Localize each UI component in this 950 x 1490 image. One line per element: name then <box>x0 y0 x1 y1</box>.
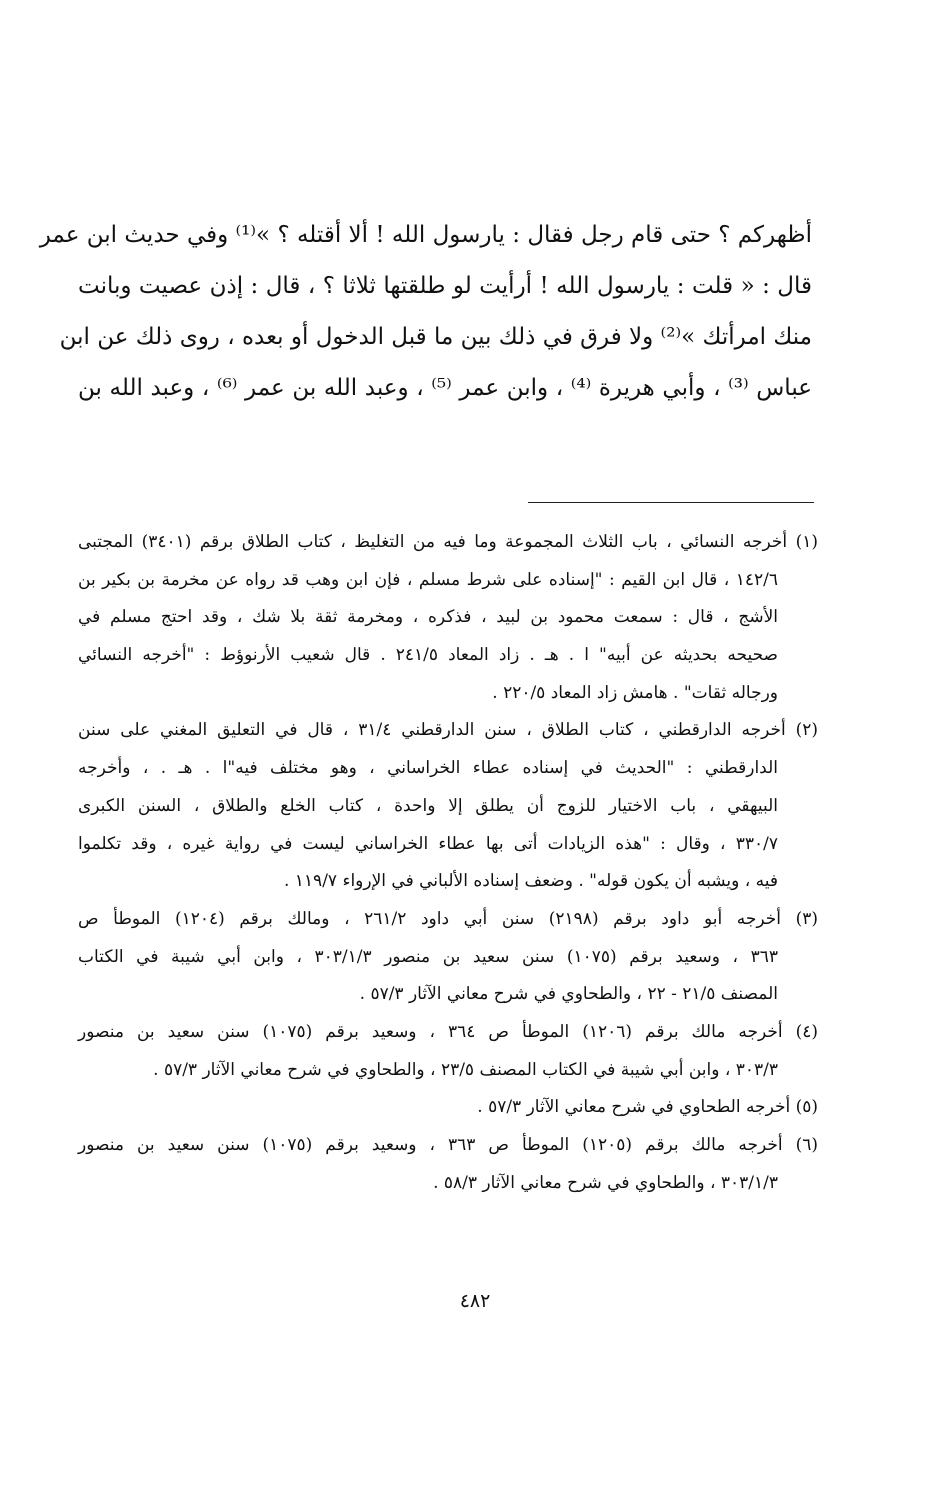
footnote-6 <box>78 1127 818 1202</box>
footnote-line: (٤) أخرجه مالك برقم (١٢٠٦) الموطأ ص ٣٦٤ ، وسعيد برقم (١٠٧٥) سنن سعيد بن منصور <box>78 1021 819 1042</box>
footnote-line: (٦) أخرجه مالك برقم (١٢٠٥) الموطأ ص ٣٦٣ ، وسعيد برقم (١٠٧٥) سنن سعيد بن منصور <box>78 1135 819 1155</box>
footnote-line: ٣٦٣ ، وسعيد برقم (١٠٧٥) سنن سعيد بن منصور ٣٠٣/١/٣ ، وابن أبي شيبة في الكتاب <box>78 946 778 967</box>
footnote-line: ٣٣٠/٧ ، وقال : "هذه الزيادات أتى بها عطاء الخراساني ليست في رواية غيره ، وقد تكلموا <box>78 833 778 854</box>
footnote-line: (١) أخرجه النسائي ، باب الثلاث المجموعة وما فيه من التغليظ ، كتاب الطلاق برقم (٣٤٠١) المجتبى <box>78 532 818 552</box>
main-text-line: أظهركم ؟ حتى قام رجل فقال : يارسول الله ! ألا أقتله ؟ »⁽¹⁾ وفي حديث ابن عمر <box>39 222 812 248</box>
footnote-line: الدارقطني : "الحديث في إسناده عطاء الخراساني ، وهو مختلف فيه"ا . هـ . ، وأخرجه <box>78 758 778 779</box>
footnote-line: ٣٠٣/٣ ، وابن أبي شيبة في الكتاب المصنف ٢٣/٥ ، والطحاوي في شرح معاني الآثار ٥٧/٣ . <box>153 1059 778 1080</box>
footnote-line: ٣٠٣/١/٣ ، والطحاوي في شرح معاني الآثار ٥٨/٣ . <box>433 1172 778 1193</box>
footnote-line: البيهقي ، باب الاختيار للزوج أن يطلق إلا واحدة ، كتاب الخلع والطلاق ، السنن الكبرى <box>78 795 778 816</box>
footnote-line: صحيحه بحديثه عن أبيه" ا . هـ . زاد المعاد ٢٤١/٥ . قال شعيب الأرنوؤط : "أخرجه النسائي <box>78 645 778 666</box>
main-text-line: قال : « قلت : يارسول الله ! أرأيت لو طلقتها ثلاثا ؟ ، قال : إذن عصيت وبانت <box>78 273 812 299</box>
footnote-3 <box>78 901 818 1014</box>
footnotes <box>78 524 818 1202</box>
footnote-5 <box>78 1089 818 1127</box>
main-text <box>39 210 812 414</box>
footnote-line: الأشج ، قال : سمعت محمود بن لبيد ، فذكره ، ومخرمة ثقة بلا شك ، وقد احتج مسلم في <box>78 607 778 628</box>
page-number: ٤٨٢ <box>459 1290 491 1312</box>
footnote-line: (٣) أخرجه أبو داود برقم (٢١٩٨) سنن أبي داود ٢٦١/٢ ، ومالك برقم (١٢٠٤) الموطأ ص <box>78 908 819 929</box>
footnote-line: (٢) أخرجه الدارقطني ، كتاب الطلاق ، سنن الدارقطني ٣١/٤ ، قال في التعليق المغني على سنن <box>78 720 818 741</box>
footnote-1 <box>78 524 818 712</box>
footnote-2 <box>78 712 818 900</box>
footnote-line: المصنف ٢١/٥ - ٢٢ ، والطحاوي في شرح معاني الآثار ٥٧/٣ . <box>359 984 778 1005</box>
footnote-line: فيه ، ويشبه أن يكون قوله" . وضعف إسناده الألباني في الإرواء ١١٩/٧ . <box>283 871 778 892</box>
footnote-line: ١٤٢/٦ ، قال ابن القيم : "إسناده على شرط مسلم ، فإن ابن وهب قد رواه عن مخرمة بن بكير بن <box>78 569 778 590</box>
footnote-4 <box>78 1014 818 1089</box>
footnote-line: (٥) أخرجه الطحاوي في شرح معاني الآثار ٥٧/٣ . <box>477 1097 818 1118</box>
footnote-divider <box>528 502 814 503</box>
main-text-line: عباس ⁽³⁾ ، وأبي هريرة ⁽⁴⁾ ، وابن عمر ⁽⁵⁾ ، وعبد الله بن عمر ⁽⁶⁾ ، وعبد الله بن <box>78 375 812 401</box>
main-text-line: منك امرأتك »⁽²⁾ ولا فرق في ذلك بين ما قبل الدخول أو بعده ، روى ذلك عن ابن <box>59 324 812 350</box>
footnote-line: ورجاله ثقات" . هامش زاد المعاد ٢٢٠/٥ . <box>492 682 778 703</box>
